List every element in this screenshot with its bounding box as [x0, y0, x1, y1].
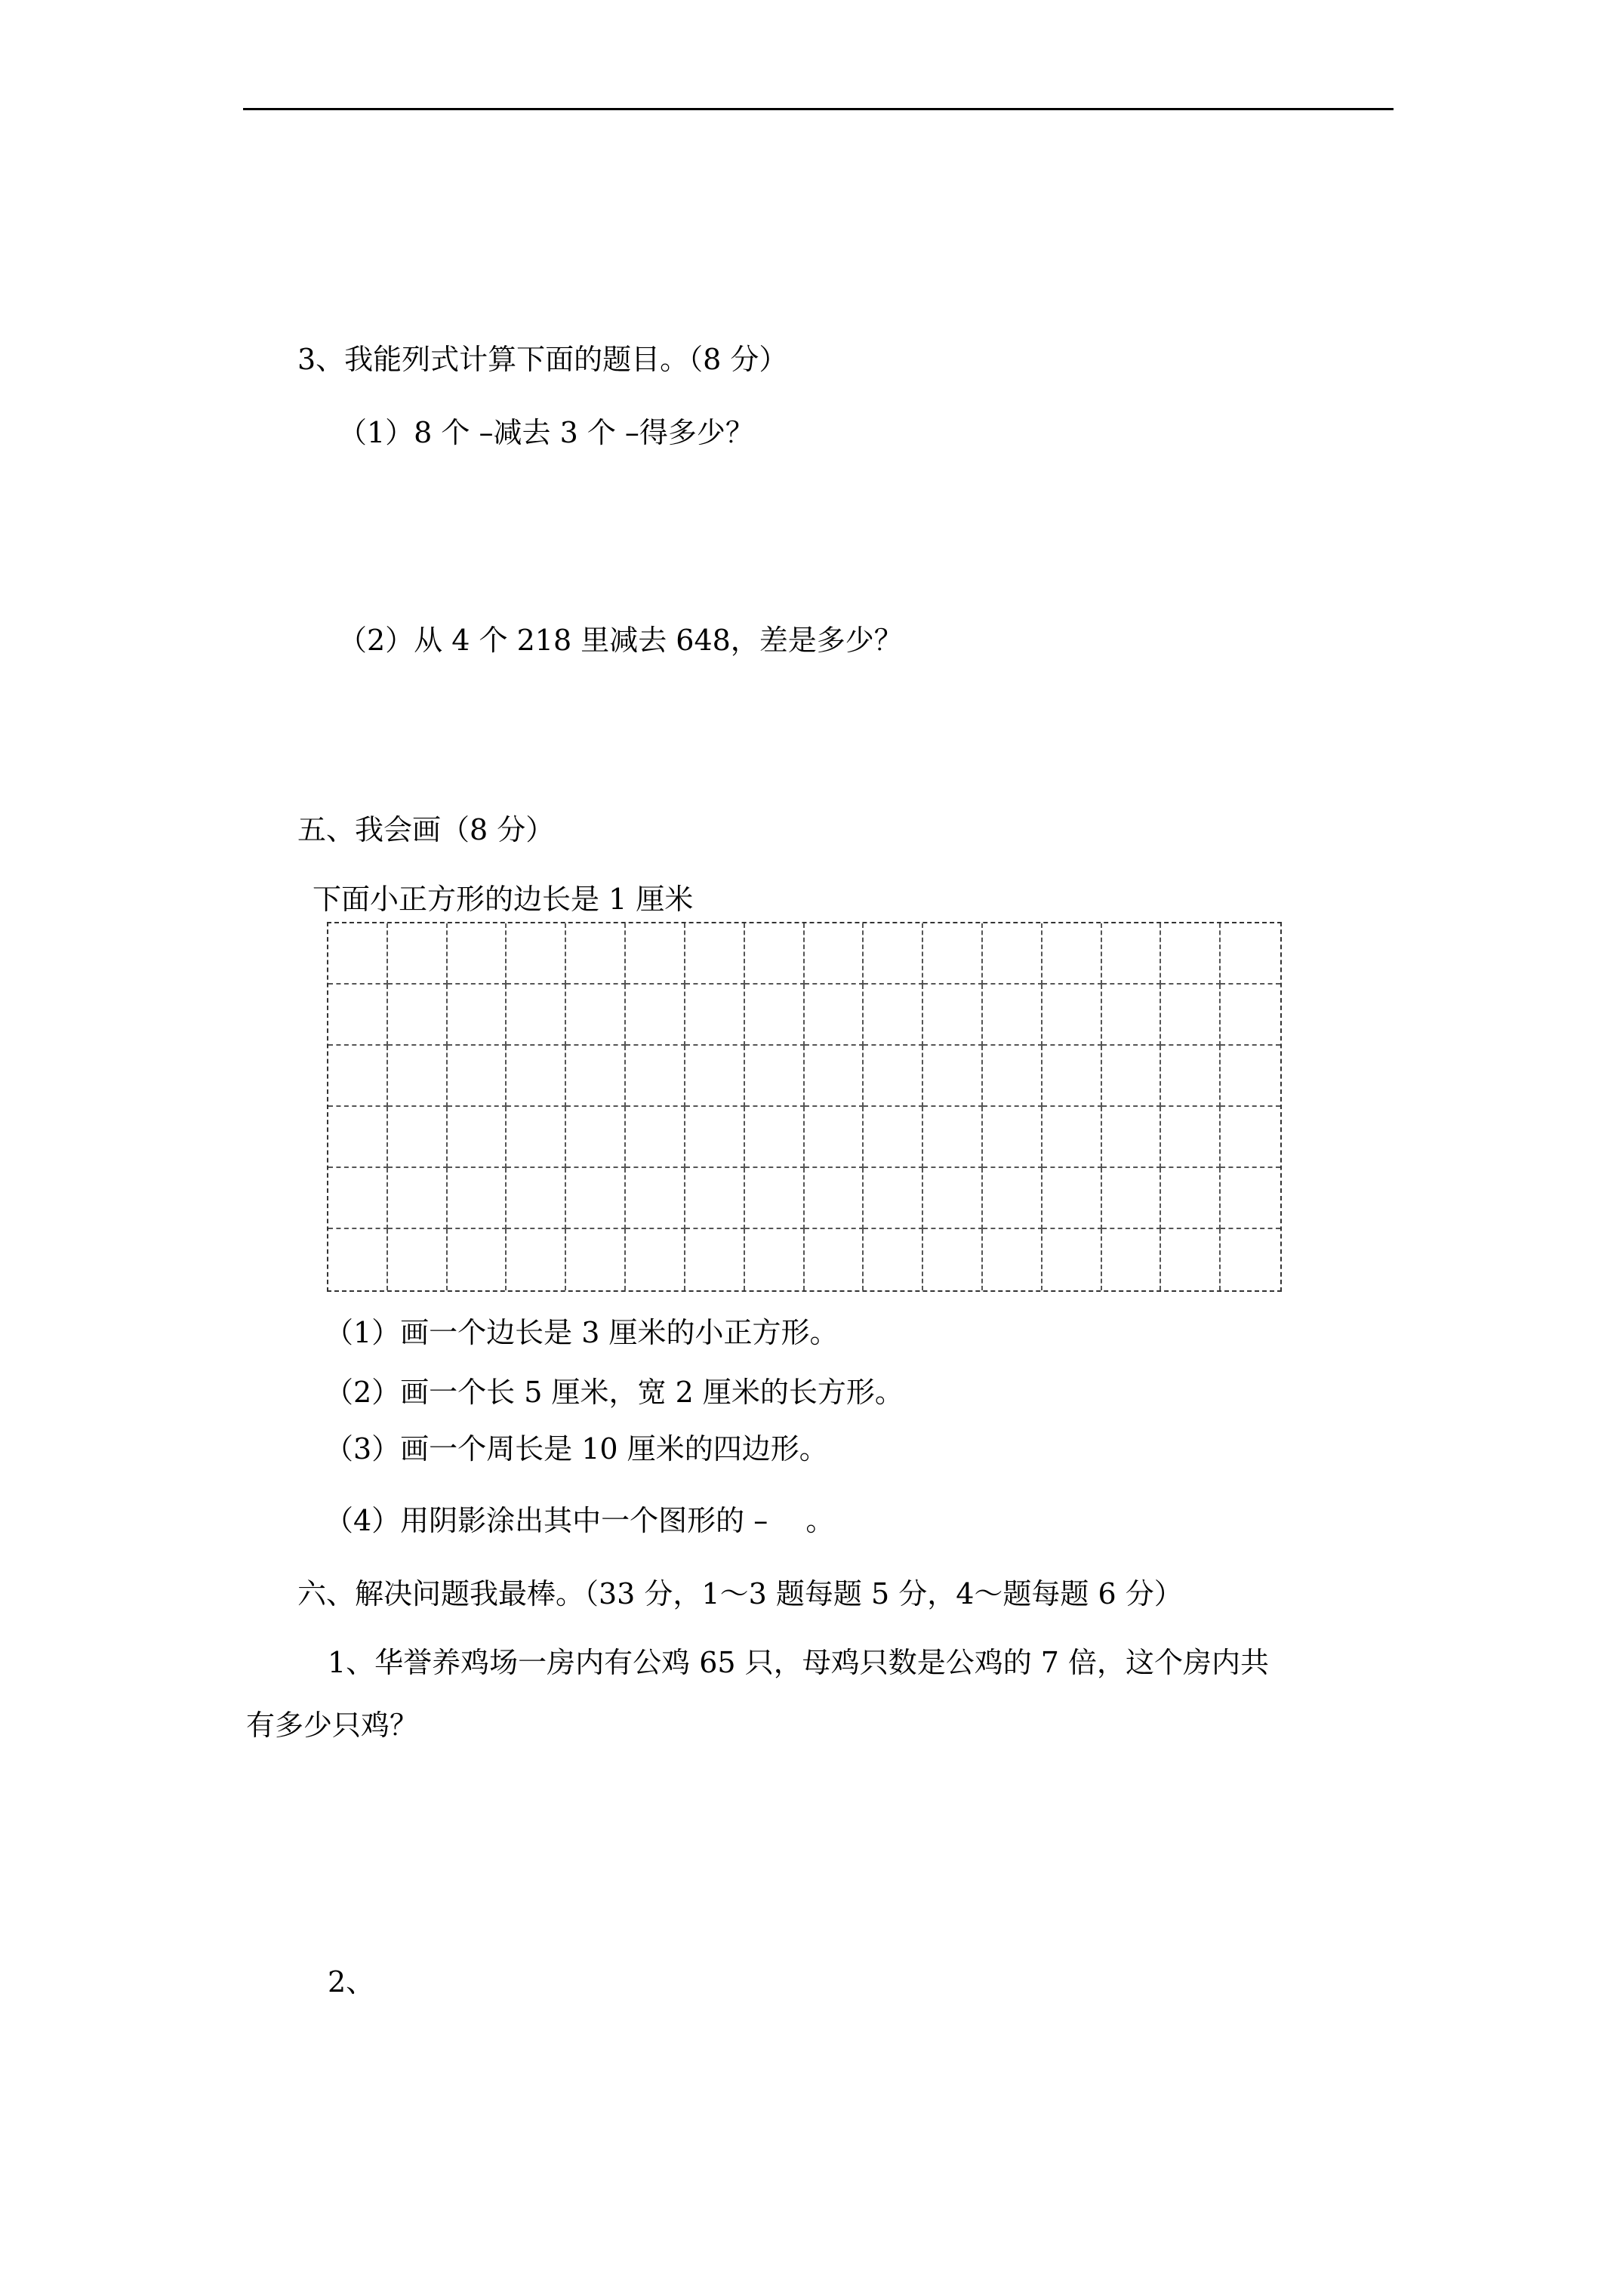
q3-item-1: （1）8 个 –减去 3 个 –得多少？ [338, 416, 754, 449]
grid-cell [1042, 1229, 1102, 1290]
grid-cell [1042, 985, 1102, 1046]
grid-cell [923, 1229, 983, 1290]
grid-cell [1042, 1046, 1102, 1107]
grid-cell [1161, 1229, 1221, 1290]
draw-task-4: （4）用阴影涂出其中一个图形的 – 。 [325, 1504, 835, 1537]
grid-cell [864, 1046, 923, 1107]
grid-cell [566, 1168, 626, 1229]
grid-cell [388, 985, 448, 1046]
draw-task-1: （1）画一个边长是 3 厘米的小正方形。 [325, 1316, 839, 1349]
grid-cell [626, 1046, 685, 1107]
grid-cell [507, 1107, 566, 1168]
grid-cell [448, 1168, 507, 1229]
grid-cell [626, 1229, 685, 1290]
grid-cell [626, 985, 685, 1046]
grid-cell [805, 1107, 864, 1168]
grid-cell [388, 1046, 448, 1107]
grid-cell [1042, 1168, 1102, 1229]
grid-cell [685, 1107, 745, 1168]
grid-cell [864, 1229, 923, 1290]
grid-cell [685, 985, 745, 1046]
grid-cell [566, 923, 626, 985]
grid-cell [1102, 1046, 1162, 1107]
grid-cell [566, 1046, 626, 1107]
grid-cell [805, 985, 864, 1046]
grid-cell [983, 923, 1042, 985]
grid-cell [1221, 1046, 1280, 1107]
grid-cell [448, 985, 507, 1046]
problem-1-line-2: 有多少只鸡？ [246, 1709, 419, 1742]
grid-cell [507, 985, 566, 1046]
q3-item-2: （2）从 4 个 218 里减去 648，差是多少？ [338, 624, 903, 657]
grid-cell [328, 1046, 388, 1107]
grid-intro: 下面小正方形的边长是 1 厘米 [313, 883, 694, 916]
grid-cell [864, 1107, 923, 1168]
grid-cell [448, 1229, 507, 1290]
grid-cell [745, 1046, 805, 1107]
grid-cell [448, 1107, 507, 1168]
problem-2-label: 2、 [328, 1965, 375, 1999]
grid-cell [626, 923, 685, 985]
grid-cell [745, 923, 805, 985]
grid-cell [1161, 1168, 1221, 1229]
grid-cell [1042, 923, 1102, 985]
grid-cell [566, 1107, 626, 1168]
grid-cell [1221, 1229, 1280, 1290]
problem-1-line-1: 1、华誉养鸡场一房内有公鸡 65 只，母鸡只数是公鸡的 7 倍，这个房内共 [328, 1646, 1270, 1679]
grid-cell [1221, 1168, 1280, 1229]
grid-cell [1102, 1229, 1162, 1290]
grid-cell [507, 1046, 566, 1107]
grid-cell [507, 1229, 566, 1290]
grid-cell [566, 985, 626, 1046]
grid-cell [983, 1229, 1042, 1290]
grid-cell [745, 1229, 805, 1290]
square-grid [327, 922, 1282, 1292]
grid-cell [388, 923, 448, 985]
grid-cell [864, 985, 923, 1046]
grid-cell [328, 985, 388, 1046]
grid-cell [1161, 985, 1221, 1046]
draw-task-2: （2）画一个长 5 厘米，宽 2 厘米的长方形。 [325, 1376, 904, 1409]
section5-title: 五、我会画（8 分） [297, 813, 555, 846]
grid-cell [685, 923, 745, 985]
grid-cell [328, 1229, 388, 1290]
grid-cell [685, 1229, 745, 1290]
grid-cell [1102, 1107, 1162, 1168]
grid-cell [1102, 923, 1162, 985]
grid-cell [1102, 1168, 1162, 1229]
grid-cell [923, 923, 983, 985]
grid-cell [626, 1168, 685, 1229]
grid-cell [507, 923, 566, 985]
grid-cell [1161, 1046, 1221, 1107]
grid-cell [507, 1168, 566, 1229]
grid-cell [805, 1229, 864, 1290]
grid-cell [983, 1107, 1042, 1168]
grid-cell [1221, 1107, 1280, 1168]
grid-cell [685, 1168, 745, 1229]
grid-cell [328, 923, 388, 985]
header-rule [243, 108, 1394, 110]
grid-cell [983, 1046, 1042, 1107]
grid-cell [388, 1229, 448, 1290]
grid-cell [1221, 985, 1280, 1046]
grid-cell [983, 985, 1042, 1046]
grid-cell [983, 1168, 1042, 1229]
q3-title: 3、我能列式计算下面的题目。（8 分） [297, 343, 788, 376]
grid-cell [923, 985, 983, 1046]
draw-task-3: （3）画一个周长是 10 厘米的四边形。 [325, 1432, 828, 1465]
grid-cell [1042, 1107, 1102, 1168]
grid-cell [1221, 923, 1280, 985]
grid-cell [448, 923, 507, 985]
grid-cell [1161, 923, 1221, 985]
grid-cell [805, 1168, 864, 1229]
grid-cell [805, 923, 864, 985]
grid-cell [745, 1107, 805, 1168]
grid-cell [923, 1046, 983, 1107]
grid-cell [805, 1046, 864, 1107]
section6-title: 六、解决问题我最棒。（33 分，1～3 题每题 5 分，4～题每题 6 分） [297, 1577, 1183, 1610]
grid-cell [745, 1168, 805, 1229]
grid-cell [388, 1107, 448, 1168]
grid-cell [864, 1168, 923, 1229]
grid-cell [448, 1046, 507, 1107]
grid-cell [864, 923, 923, 985]
grid-cell [923, 1107, 983, 1168]
grid-cell [566, 1229, 626, 1290]
grid-cell [745, 985, 805, 1046]
grid-cell [328, 1168, 388, 1229]
grid-cell [626, 1107, 685, 1168]
grid-cell [1102, 985, 1162, 1046]
grid-cell [388, 1168, 448, 1229]
grid-cell [923, 1168, 983, 1229]
grid-cell [328, 1107, 388, 1168]
grid-cell [1161, 1107, 1221, 1168]
grid-cell [685, 1046, 745, 1107]
